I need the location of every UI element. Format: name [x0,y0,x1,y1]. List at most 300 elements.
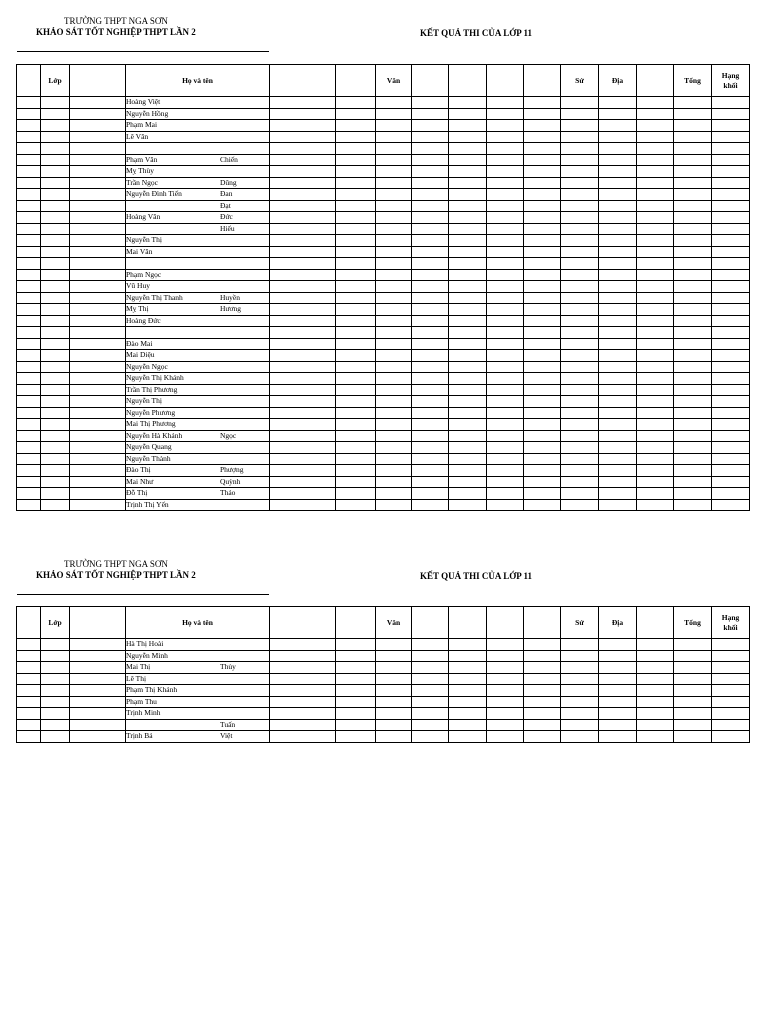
table-cell [449,465,487,477]
table-cell [561,120,599,132]
table-cell [270,361,336,373]
table-cell [376,269,412,281]
table-cell [487,258,524,270]
table-cell [41,235,70,247]
table-cell [487,465,524,477]
table-cell [449,708,487,720]
table-cell [17,639,41,651]
table-cell [674,499,712,511]
table-cell [524,200,561,212]
table-cell [561,488,599,500]
table-row [17,731,750,743]
table-row [17,304,750,316]
table-cell [412,696,449,708]
table-cell [17,223,41,235]
student-name-cell [126,465,270,477]
table-cell [487,488,524,500]
table-cell [561,453,599,465]
student-name-cell [126,200,270,212]
table-cell [637,154,674,166]
table-cell [412,453,449,465]
table-cell [17,465,41,477]
table-cell [637,488,674,500]
table-cell [449,673,487,685]
table-cell [674,407,712,419]
table-cell [637,373,674,385]
student-family-name: Nguyễn Phương [126,407,176,417]
table-cell [70,465,126,477]
table-cell [17,97,41,109]
table-cell [599,292,637,304]
table-cell [449,476,487,488]
table-cell [70,189,126,201]
table-cell [70,212,126,224]
table-cell [599,212,637,224]
table-cell [561,650,599,662]
table-cell [487,154,524,166]
student-family-name: Mai Văn [126,246,153,256]
table-cell [449,639,487,651]
table-cell [70,696,126,708]
table-cell [561,97,599,109]
table-cell [70,361,126,373]
table-cell [270,177,336,189]
table-cell [270,373,336,385]
table-cell [449,442,487,454]
table-row [17,154,750,166]
table-cell [17,488,41,500]
table-cell [561,200,599,212]
table-cell [70,269,126,281]
table-cell [336,200,376,212]
school-name: TRƯỜNG THPT NGA SƠN [64,16,168,26]
table-cell [674,269,712,281]
table-cell [561,476,599,488]
table-cell [17,430,41,442]
table-cell [599,719,637,731]
table-cell [487,189,524,201]
table-cell [336,235,376,247]
table-cell [41,281,70,293]
table-cell [449,499,487,511]
table-cell [412,476,449,488]
col-index [17,65,41,97]
table-cell [412,304,449,316]
student-name-cell [126,281,270,293]
table-cell [336,719,376,731]
table-cell [412,685,449,697]
student-given-name: Hương [220,304,241,313]
table-cell [449,212,487,224]
table-cell [376,499,412,511]
table-cell [376,373,412,385]
table-cell [41,639,70,651]
table-cell [41,246,70,258]
table-cell [17,200,41,212]
student-name-cell [126,131,270,143]
table-cell [412,731,449,743]
table-cell [70,292,126,304]
table-cell [524,97,561,109]
table-cell [336,499,376,511]
student-name-cell [126,662,270,674]
student-family-name: Trần Thị Phương [126,384,178,394]
student-given-name: Đức [220,212,233,221]
table-cell [376,177,412,189]
table-cell [376,143,412,155]
table-cell [712,361,750,373]
table-cell [674,166,712,178]
table-cell [712,453,750,465]
table-cell [17,120,41,132]
table-cell [712,499,750,511]
col-lop: Lớp [41,65,70,97]
table-cell [637,108,674,120]
table-row [17,719,750,731]
table-cell [70,407,126,419]
table-row [17,662,750,674]
table-cell [712,200,750,212]
student-given-name: Đan [220,189,233,198]
table-cell [637,442,674,454]
table-cell [41,269,70,281]
table-cell [270,639,336,651]
table-cell [17,476,41,488]
table-cell [376,327,412,339]
table-cell [336,453,376,465]
table-cell [41,189,70,201]
table-cell [712,465,750,477]
table-cell [70,108,126,120]
table-cell [376,639,412,651]
col-hang-khoi [712,65,750,97]
table-cell [674,442,712,454]
table-cell [487,304,524,316]
table-cell [637,235,674,247]
col-blank [524,607,561,639]
student-name-cell [126,453,270,465]
table-cell [674,292,712,304]
table-cell [336,292,376,304]
table-cell [487,223,524,235]
result-title: KẾT QUẢ THI CỦA LỚP 11 [420,571,532,581]
table-cell [599,315,637,327]
table-cell [449,419,487,431]
table-cell [17,166,41,178]
table-cell [712,373,750,385]
table-cell [270,200,336,212]
student-name-cell [126,639,270,651]
table-cell [637,350,674,362]
table-cell [270,143,336,155]
table-cell [336,685,376,697]
table-cell [599,281,637,293]
table-cell [41,120,70,132]
table-cell [712,673,750,685]
table-cell [336,304,376,316]
table-row [17,269,750,281]
table-cell [449,662,487,674]
table-cell [412,269,449,281]
student-family-name: Nguyễn Đình Tiến [126,189,182,198]
table-cell [70,304,126,316]
table-cell [674,662,712,674]
table-cell [487,442,524,454]
school-name: TRƯỜNG THPT NGA SƠN [64,559,168,569]
table-cell [70,97,126,109]
table-cell [637,396,674,408]
table-cell [449,223,487,235]
col-tong: Tổng [674,607,712,639]
table-cell [674,731,712,743]
table-row [17,292,750,304]
table-cell [17,281,41,293]
table-cell [41,442,70,454]
table-cell [412,131,449,143]
table-cell [17,327,41,339]
table-row [17,281,750,293]
student-name-cell [126,304,270,316]
student-name-cell [126,235,270,247]
student-name-cell [126,108,270,120]
table-cell [17,131,41,143]
table-row [17,200,750,212]
table-cell [70,131,126,143]
table-cell [712,639,750,651]
table-cell [561,442,599,454]
table-cell [41,453,70,465]
table-cell [561,673,599,685]
table-cell [487,166,524,178]
table-cell [599,396,637,408]
table-cell [41,488,70,500]
table-cell [41,154,70,166]
table-cell [599,304,637,316]
table-cell [712,131,750,143]
table-cell [41,327,70,339]
table-cell [412,419,449,431]
table-cell [17,189,41,201]
table-cell [412,97,449,109]
table-cell [712,442,750,454]
table-cell [336,120,376,132]
table-cell [336,361,376,373]
table-cell [487,108,524,120]
student-name-cell [126,154,270,166]
student-family-name: Phạm Văn [126,154,158,164]
table-cell [41,315,70,327]
table-cell [70,685,126,697]
khoi-label: khối [723,80,738,90]
table-cell [17,499,41,511]
table-row [17,338,750,350]
table-cell [637,338,674,350]
table-cell [449,281,487,293]
student-family-name: Nguyễn Quang [126,442,172,451]
student-given-name: Hiếu [220,223,235,233]
table-cell [270,696,336,708]
table-cell [487,453,524,465]
table-cell [376,189,412,201]
table-cell [637,304,674,316]
table-cell [599,154,637,166]
student-name-cell [126,189,270,201]
table-cell [487,373,524,385]
student-given-name: Huyền [220,292,240,302]
table-cell [561,212,599,224]
table-cell [270,258,336,270]
student-name-cell [126,696,270,708]
header-row [17,65,750,97]
table-cell [270,246,336,258]
table-cell [17,419,41,431]
student-name-cell [126,488,270,500]
table-cell [270,327,336,339]
table-cell [561,373,599,385]
table-cell [561,639,599,651]
table-cell [270,166,336,178]
table-cell [449,292,487,304]
table-cell [674,189,712,201]
table-cell [376,361,412,373]
table-cell [599,407,637,419]
table-cell [70,442,126,454]
col-blank [70,65,126,97]
table-cell [41,304,70,316]
table-cell [524,419,561,431]
table-row [17,223,750,235]
table-cell [561,685,599,697]
table-cell [376,696,412,708]
col-ho-va-ten: Họ và tên [126,607,270,639]
table-cell [376,166,412,178]
table-cell [270,384,336,396]
table-cell [487,650,524,662]
student-family-name: Phạm Ngọc [126,269,162,279]
table-cell [70,639,126,651]
table-cell [17,246,41,258]
table-cell [412,235,449,247]
table-cell [270,708,336,720]
table-cell [449,304,487,316]
table-cell [412,350,449,362]
table-cell [270,419,336,431]
student-name-cell [126,97,270,109]
table-cell [712,396,750,408]
col-blank [336,65,376,97]
table-cell [637,419,674,431]
table-cell [712,292,750,304]
table-cell [41,685,70,697]
table-cell [487,212,524,224]
table-cell [270,120,336,132]
table-cell [17,731,41,743]
table-cell [17,315,41,327]
table-cell [70,650,126,662]
table-cell [449,166,487,178]
table-cell [487,499,524,511]
table-cell [712,407,750,419]
table-cell [637,453,674,465]
table-cell [674,108,712,120]
student-name-cell [126,685,270,697]
student-family-name: Phạm Thị Khánh [126,685,178,694]
table-cell [561,465,599,477]
table-cell [637,696,674,708]
table-cell [270,131,336,143]
table-cell [487,235,524,247]
table-cell [599,235,637,247]
table-cell [270,269,336,281]
student-name-cell [126,708,270,720]
student-family-name: Hoàng Đức [126,315,161,325]
table-cell [561,407,599,419]
table-cell [561,304,599,316]
table-cell [376,662,412,674]
table-cell [270,189,336,201]
table-cell [41,419,70,431]
table-cell [524,384,561,396]
student-name-cell [126,650,270,662]
table-row [17,685,750,697]
table-cell [376,97,412,109]
table-cell [561,223,599,235]
table-cell [487,246,524,258]
table-cell [487,384,524,396]
table-cell [70,120,126,132]
table-row [17,696,750,708]
table-row [17,407,750,419]
student-name-cell [126,177,270,189]
table-cell [270,499,336,511]
table-cell [449,719,487,731]
table-cell [524,685,561,697]
table-cell [637,131,674,143]
table-cell [712,189,750,201]
table-cell [41,361,70,373]
table-cell [712,419,750,431]
table-cell [674,338,712,350]
student-name-cell [126,476,270,488]
table-cell [487,685,524,697]
table-cell [599,696,637,708]
student-given-name: Việt [220,731,233,740]
col-van: Văn [376,65,412,97]
table-row [17,212,750,224]
student-family-name: Hoàng Văn [126,212,161,221]
table-cell [599,442,637,454]
table-cell [270,465,336,477]
table-cell [487,350,524,362]
student-family-name: Nguyễn Thành [126,453,171,463]
table-cell [449,453,487,465]
table-cell [336,189,376,201]
table-cell [412,143,449,155]
table-cell [561,235,599,247]
table-cell [336,177,376,189]
table-cell [524,258,561,270]
table-cell [70,315,126,327]
table-cell [637,407,674,419]
table-cell [376,476,412,488]
table-cell [561,350,599,362]
table-cell [17,685,41,697]
exam-title: KHẢO SÁT TỐT NGHIỆP THPT LẦN 2 [36,570,196,580]
table-cell [524,338,561,350]
table-cell [70,419,126,431]
col-su: Sử [561,607,599,639]
table-cell [524,269,561,281]
